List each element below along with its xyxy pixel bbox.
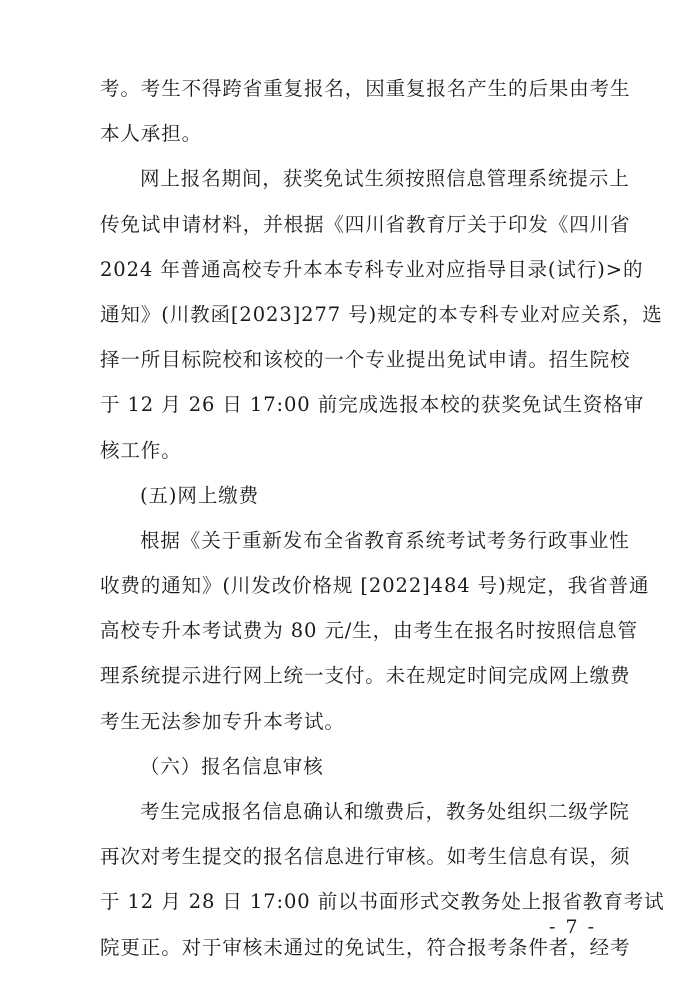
paragraph-line: 传免试申请材料，并根据《四川省教育厅关于印发《四川省 (100, 212, 631, 236)
paragraph-line: 考。考生不得跨省重复报名，因重复报名产生的后果由考生 (100, 77, 631, 100)
paragraph-line: 高校专升本考试费为 80 元/生，由考生在报名时按照信息管 (100, 619, 638, 643)
paragraph-line: 于 12 月 28 日 17:00 前以书面形式交教务处上报省教育考试 (100, 890, 665, 914)
page-number: - 7 - (548, 916, 596, 938)
paragraph-line: 收费的通知》(川发改价格规 [2022]484 号)规定，我省普通 (100, 574, 650, 598)
paragraph-line: 院更正。对于审核未通过的免试生，符合报考条件者，经考 (100, 935, 631, 959)
paragraph-line: 于 12 月 26 日 17:00 前完成选报本校的获奖免试生资格审 (100, 393, 645, 417)
paragraph-line: 核工作。 (100, 438, 182, 462)
section-heading: （六）报名信息审核 (140, 754, 324, 778)
paragraph-line: 根据《关于重新发布全省教育系统考试考务行政事业性 (140, 528, 630, 552)
paragraph-line: 2024 年普通高校专升本本专科专业对应指导目录(试行)>的 (100, 257, 644, 281)
paragraph-line: 考生无法参加专升本考试。 (100, 709, 345, 733)
section-heading: (五)网上缴费 (140, 483, 260, 507)
paragraph-line: 网上报名期间，获奖免试生须按照信息管理系统提示上 (140, 167, 630, 191)
paragraph-line: 理系统提示进行网上统一支付。未在规定时间完成网上缴费 (100, 664, 631, 688)
document-body (100, 74, 665, 978)
paragraph-line: 再次对考生提交的报名信息进行审核。如考生信息有误，须 (100, 845, 631, 869)
paragraph-line: 择一所目标院校和该校的一个专业提出免试申请。招生院校 (100, 348, 631, 372)
paragraph-line: 本人承担。 (100, 122, 203, 146)
paragraph-line: 通知》(川教函[2023]277 号)规定的本专科专业对应关系，选 (100, 302, 663, 326)
paragraph-line: 考生完成报名信息确认和缴费后，教务处组织二级学院 (140, 800, 630, 823)
